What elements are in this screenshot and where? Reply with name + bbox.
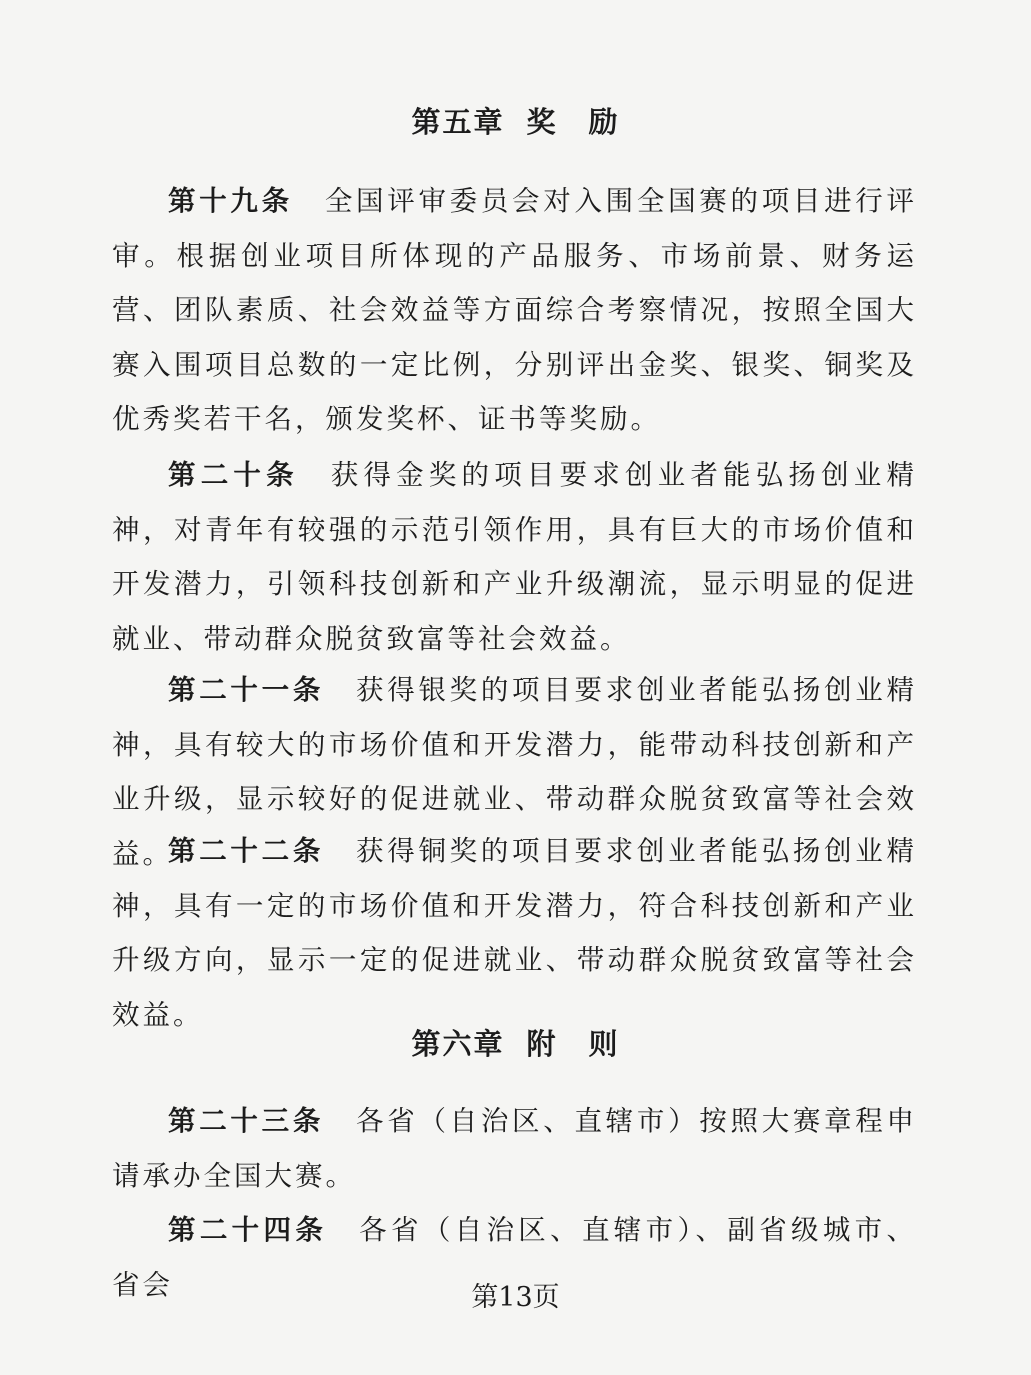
chapter-title: 附 则 (526, 1027, 620, 1061)
article-22 (112, 824, 917, 1042)
article-number: 第二十四条 (168, 1214, 328, 1246)
article-text: 全国评审委员会对入围全国赛的项目进行评审。根据创业项目所体现的产品服务、市场前景、财务运营、团队素质、社会效益等方面综合考察情况，按照全国大赛入围项目总数的一定比例，分别评出金奖、银奖、铜奖及优秀奖若干名，颁发奖杯、证书等奖励。 (112, 185, 918, 435)
article-number: 第二十条 (168, 459, 299, 491)
article-number: 第二十一条 (168, 674, 325, 706)
article-19 (112, 174, 917, 447)
chapter-title: 奖 励 (526, 105, 620, 139)
chapter-label: 第五章 (411, 105, 505, 139)
article-number: 第二十三条 (168, 1105, 325, 1137)
chapter-label: 第六章 (411, 1027, 505, 1061)
page-number: 第13页 (471, 1282, 560, 1313)
article-20 (112, 448, 917, 666)
article-text: 获得银奖的项目要求创业者能弘扬创业精神，具有较大的市场价值和开发潜力，能带动科技创新和产业升级，显示较好的促进就业、带动群众脱贫致富等社会效益。 (112, 674, 918, 870)
chapter-five-heading (0, 100, 1031, 141)
article-text: 各省（自治区、直辖市）按照大赛章程申请承办全国大赛。 (112, 1105, 918, 1192)
chapter-six-heading (0, 1022, 1031, 1063)
article-text: 获得铜奖的项目要求创业者能弘扬创业精神，具有一定的市场价值和开发潜力，符合科技创新和产业升级方向，显示一定的促进就业、带动群众脱贫致富等社会效益。 (112, 835, 918, 1031)
article-23 (112, 1094, 917, 1203)
article-text: 获得金奖的项目要求创业者能弘扬创业精神，对青年有较强的示范引领作用，具有巨大的市场价值和开发潜力，引领科技创新和产业升级潮流，显示明显的促进就业、带动群众脱贫致富等社会效益。 (112, 459, 918, 655)
article-text: 各省（自治区、直辖市）、副省级城市、省会 (112, 1214, 918, 1301)
article-number: 第二十二条 (168, 835, 325, 867)
article-number: 第十九条 (168, 185, 293, 217)
